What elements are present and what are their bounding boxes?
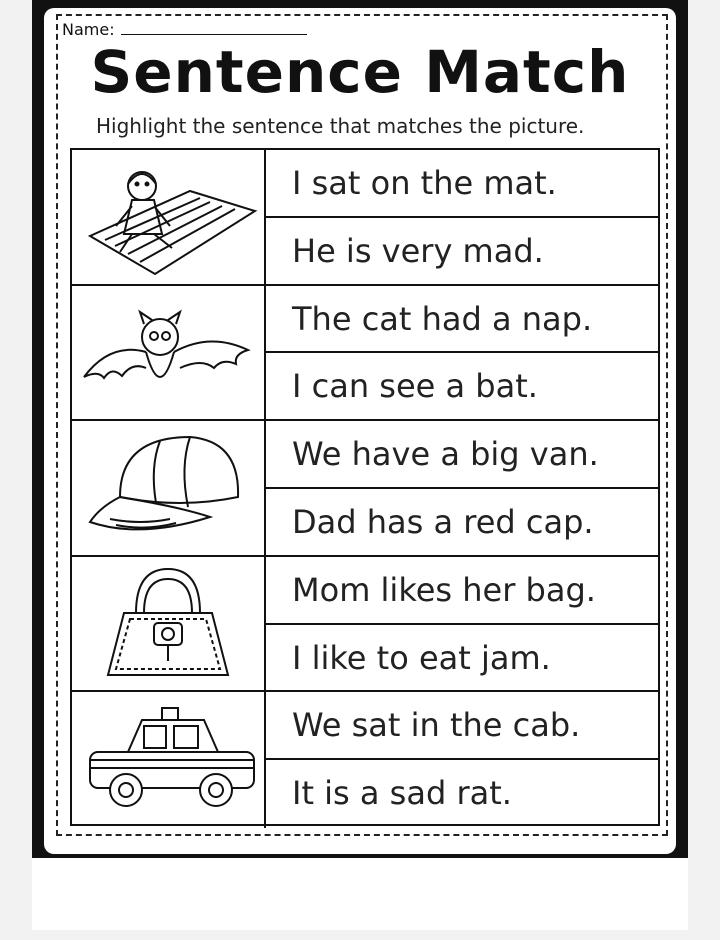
sentence-option[interactable]: We have a big van.	[266, 421, 658, 489]
picture-cell-1	[72, 150, 266, 286]
sentence-option[interactable]: I like to eat jam.	[266, 625, 658, 693]
name-field	[62, 20, 307, 39]
girl-on-mat-icon	[80, 156, 258, 278]
bag-icon	[80, 563, 258, 685]
bat-icon	[80, 292, 258, 414]
picture-cell-3	[72, 421, 266, 557]
sentence-option[interactable]: We sat in the cab.	[266, 692, 658, 760]
sentence-option[interactable]: Mom likes her bag.	[266, 557, 658, 625]
sentence-option[interactable]: I can see a bat.	[266, 353, 658, 421]
sentence-option[interactable]: Dad has a red cap.	[266, 489, 658, 557]
cab-icon	[80, 698, 258, 820]
instructions: Highlight the sentence that matches the picture.	[96, 114, 585, 138]
picture-cell-5	[72, 692, 266, 828]
picture-cell-4	[72, 557, 266, 693]
page-title: Sentence Match	[90, 38, 630, 106]
sentence-option[interactable]: The cat had a nap.	[266, 286, 658, 354]
sentence-option[interactable]: I sat on the mat.	[266, 150, 658, 218]
sentence-option[interactable]: He is very mad.	[266, 218, 658, 286]
name-blank-line	[121, 22, 307, 35]
match-grid	[70, 148, 660, 826]
name-label: Name:	[62, 20, 115, 39]
sentence-option[interactable]: It is a sad rat.	[292, 774, 512, 813]
cap-icon	[80, 427, 258, 549]
picture-cell-2	[72, 286, 266, 422]
